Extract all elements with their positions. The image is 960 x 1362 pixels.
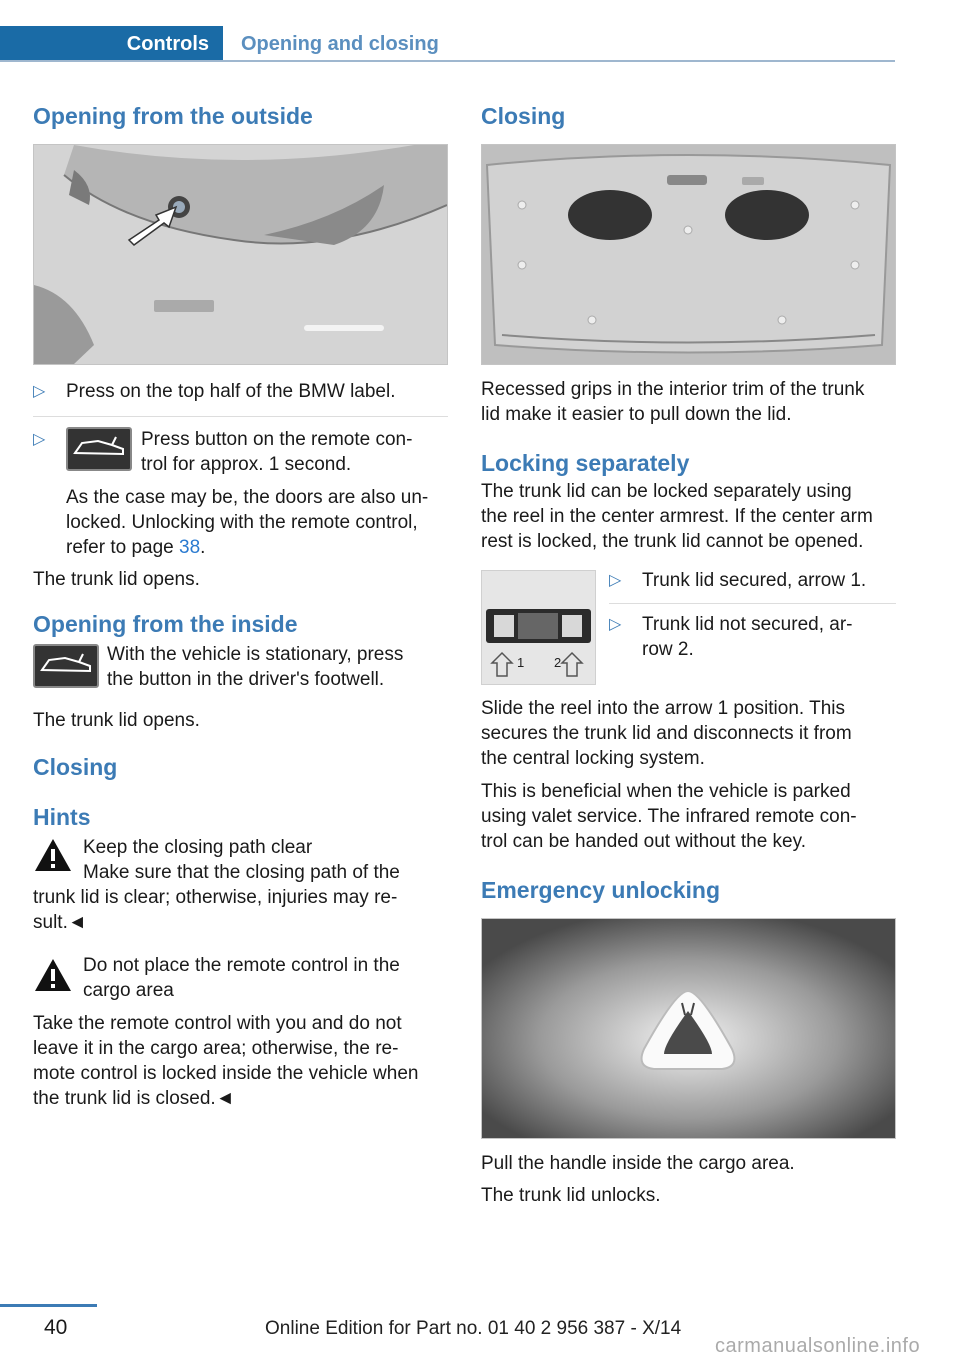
warning-icon (33, 957, 73, 993)
note-line-1: As the case may be, the doors are also un- (66, 487, 429, 508)
note-ref-text: refer to page (66, 537, 180, 558)
slide-line-1: Slide the reel into the arrow 1 position. This (481, 698, 846, 719)
heading-hints: Hints (33, 804, 91, 830)
header-topic-tab: Opening and closing (241, 33, 439, 55)
warning-icon (33, 837, 73, 873)
recess-line-2: lid make it easier to pull down the lid. (481, 404, 792, 425)
bullet-not-secured-line-2: row 2. (642, 639, 694, 660)
car-rear-figure (33, 144, 448, 365)
remote-line-2: trol for approx. 1 second. (141, 454, 352, 475)
bullet-text: Press on the top half of the BMW label. (66, 381, 396, 402)
warning-1-line-2: trunk lid is clear; otherwise, injuries may re- (33, 887, 398, 908)
heading-closing-right: Closing (481, 103, 566, 129)
note-line-3 (66, 535, 448, 560)
trunk-opens-1: The trunk lid opens. (33, 569, 200, 590)
warning-remote-cargo (33, 953, 448, 1111)
emergency-handle-figure (481, 918, 896, 1139)
benefit-line-2: using valet service. The infrared remote con- (481, 806, 857, 827)
note-line-2: locked. Unlocking with the remote control, (66, 512, 418, 533)
inside-line-1: With the vehicle is stationary, press (107, 644, 404, 665)
lock-line-1: The trunk lid can be locked separately using (481, 481, 852, 502)
page-ref-link[interactable]: 38 (179, 537, 201, 558)
bullet-triangle-icon: ▷ (33, 431, 46, 448)
warning-2-title-1: Do not place the remote control in the (83, 955, 400, 976)
watermark: carmanualsonline.info (715, 1335, 921, 1357)
reel-block (481, 568, 896, 686)
heading-emergency-unlocking: Emergency unlocking (481, 877, 721, 903)
trunk-button-icon (33, 644, 99, 688)
pull-handle-text: Pull the handle inside the cargo area. (481, 1153, 795, 1174)
recess-line-1: Recessed grips in the interior trim of the trunk (481, 379, 865, 400)
inside-line-2: the button in the driver's footwell. (107, 669, 385, 690)
trunk-unlocks-text: The trunk lid unlocks. (481, 1185, 661, 1206)
arrow-1-label: 1 (517, 655, 525, 670)
bullet-press-label (33, 379, 448, 404)
heading-opening-outside: Opening from the outside (33, 103, 313, 129)
bullet-triangle-icon: ▷ (33, 383, 46, 400)
bullet-secured-text: Trunk lid secured, arrow 1. (642, 570, 867, 591)
lock-line-3: rest is locked, the trunk lid cannot be opened. (481, 531, 864, 552)
car-rear-illustration (34, 145, 447, 364)
inside-block (33, 642, 448, 690)
warning-1-line-3: sult.◄ (33, 912, 87, 933)
trunk-opens-2: The trunk lid opens. (33, 710, 200, 731)
header-divider (0, 60, 895, 62)
bullet-divider (609, 603, 896, 604)
trunk-lid-illustration (482, 145, 895, 364)
slide-line-3: the central locking system. (481, 748, 705, 769)
note-period: . (200, 537, 206, 558)
bullet-remote-button (33, 427, 448, 477)
remote-note (33, 485, 448, 560)
remote-line-1: Press button on the remote con- (141, 429, 413, 450)
bullet-not-secured (609, 612, 896, 662)
reel-illustration (482, 571, 595, 684)
edition-line: Online Edition for Part no. 01 40 2 956 387 - X/14 (265, 1318, 682, 1339)
benefit-line-3: trol can be handed out without the key. (481, 831, 806, 852)
lock-line-2: the reel in the center armrest. If the center arm (481, 506, 873, 527)
bullet-secured (609, 568, 896, 593)
bullet-divider (33, 416, 448, 417)
warning-2-title-2: cargo area (83, 980, 174, 1001)
warning-2-line-1: Take the remote control with you and do not (33, 1013, 402, 1034)
slide-line-2: secures the trunk lid and disconnects it from (481, 723, 852, 744)
benefit-line-1: This is beneficial when the vehicle is parked (481, 781, 851, 802)
arrow-2-label: 2 (554, 655, 562, 670)
reel-figure (481, 570, 596, 685)
warning-2-line-3: mote control is locked inside the vehicle when (33, 1063, 419, 1084)
warning-2-line-2: leave it in the cargo area; otherwise, the re- (33, 1038, 399, 1059)
heading-opening-inside: Opening from the inside (33, 611, 298, 637)
bullet-triangle-icon: ▷ (609, 572, 622, 589)
trunk-interior-figure (481, 144, 896, 365)
warning-1-title: Keep the closing path clear (83, 837, 313, 858)
right-column (481, 100, 896, 1208)
left-column (33, 100, 448, 1111)
emergency-handle-illustration (482, 919, 895, 1138)
page-number: 40 (44, 1316, 68, 1339)
footer-accent-line (0, 1304, 97, 1307)
bullet-not-secured-line-1: Trunk lid not secured, ar- (642, 614, 853, 635)
warning-1-line-1: Make sure that the closing path of the (83, 862, 400, 883)
heading-locking-separately: Locking separately (481, 450, 690, 476)
header-section-tab: Controls (0, 26, 223, 62)
warning-2-line-4: the trunk lid is closed.◄ (33, 1088, 235, 1109)
heading-closing: Closing (33, 754, 118, 780)
warning-closing-path (33, 835, 448, 935)
trunk-button-icon (66, 427, 132, 471)
bullet-triangle-icon: ▷ (609, 616, 622, 633)
